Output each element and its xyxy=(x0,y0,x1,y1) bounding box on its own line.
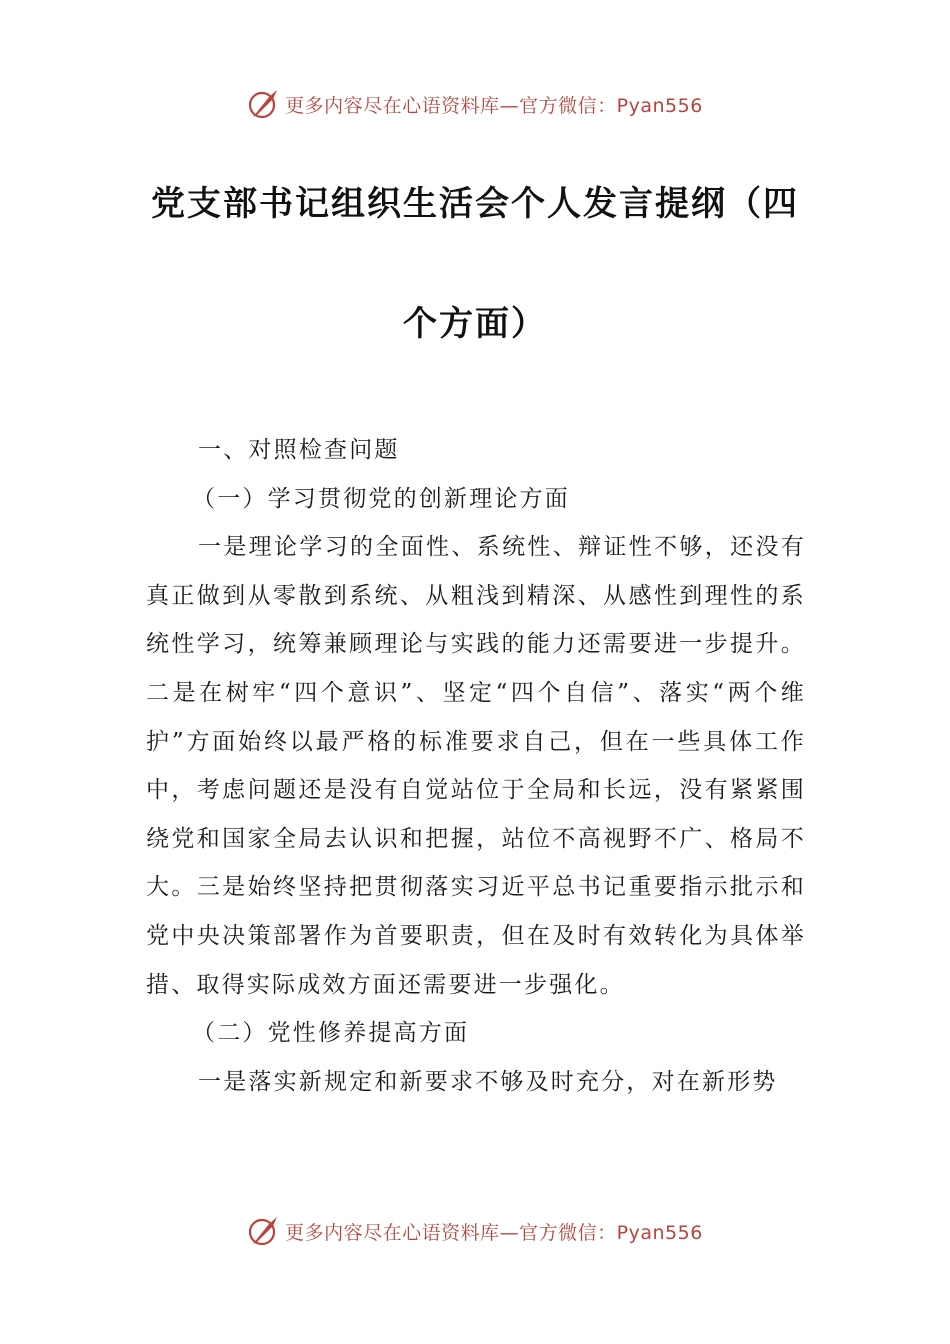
document-title-line-2: 个方面） xyxy=(403,304,547,344)
footer-watermark xyxy=(0,1211,950,1251)
subsection-heading: （一）学习贯彻党的创新理论方面 xyxy=(192,485,570,512)
quill-pen-icon xyxy=(247,1214,281,1248)
header-watermark xyxy=(0,84,950,124)
document-body xyxy=(146,426,806,1106)
quill-pen-icon xyxy=(247,87,281,121)
body-paragraph: 一是落实新规定和新要求不够及时充分，对在新形势 xyxy=(198,1068,778,1095)
document-title-line-1: 党支部书记组织生活会个人发言提纲（四 xyxy=(151,184,799,224)
watermark-text: 更多内容尽在心语资料库—官方微信：Pyan556 xyxy=(285,1221,703,1244)
section-heading: 一、对照检查问题 xyxy=(198,437,400,463)
watermark-text: 更多内容尽在心语资料库—官方微信：Pyan556 xyxy=(285,94,703,117)
body-paragraph: 一是理论学习的全面性、系统性、辩证性不够，还没有真正做到从零散到系统、从粗浅到精深、从感性到理性的系统性学习，统筹兼顾理论与实践的能力还需要进一步提升。二是在树牢“四个意识”、坚定“四个自信”、落实“两个维护”方面始终以最严格的标准要求自己，但在一些具体工作中，考虑问题还是没有自觉站位于全局和长远，没有紧紧围绕党和国家全局去认识和把握，站位不高视野不广、格局不大。三是始终坚持把贯彻落实习近平总书记重要指示批示和党中央决策部署作为首要职责，但在及时有效转化为具体举措、取得实际成效方面还需要进一步强化。 xyxy=(146,534,806,998)
subsection-heading: （二）党性修养提高方面 xyxy=(192,1020,470,1047)
